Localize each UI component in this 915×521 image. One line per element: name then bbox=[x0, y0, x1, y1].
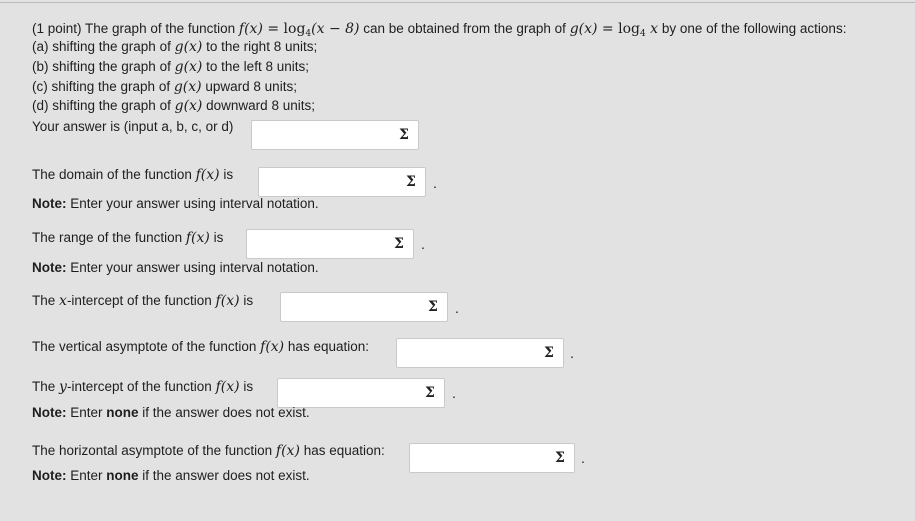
g-function-name: g(x) bbox=[569, 21, 598, 37]
sigma-icon[interactable]: Σ bbox=[544, 345, 554, 361]
g-log-base: 4 bbox=[639, 29, 646, 39]
option-a-suffix: to the right 8 units; bbox=[206, 39, 318, 54]
option-c-prefix: (c) shifting the graph of bbox=[32, 79, 171, 94]
question-tail: by one of the following actions: bbox=[661, 21, 847, 36]
sigma-icon[interactable]: Σ bbox=[425, 385, 435, 401]
y-variable: y bbox=[59, 379, 67, 395]
domain-note-text: Enter your answer using interval notation. bbox=[66, 196, 319, 211]
vertical-asymptote-field[interactable] bbox=[396, 338, 564, 368]
x-intercept-prompt bbox=[32, 292, 253, 310]
answer-choice-input[interactable] bbox=[254, 123, 388, 147]
option-b-prefix: (b) shifting the graph of bbox=[32, 59, 171, 74]
range-field[interactable] bbox=[246, 229, 414, 259]
vertical-asymptote-text: The vertical asymptote of the function bbox=[32, 339, 257, 354]
y-intercept-period: . bbox=[452, 385, 456, 401]
range-prompt-is: is bbox=[213, 230, 224, 245]
option-a-prefix: (a) shifting the graph of bbox=[32, 39, 171, 54]
range-note-label: Note: bbox=[32, 260, 67, 275]
domain-field[interactable] bbox=[258, 167, 426, 197]
option-a bbox=[32, 38, 317, 56]
vertical-asymptote-has-equation: has equation: bbox=[287, 339, 369, 354]
horizontal-asymptote-note-label: Note: bbox=[32, 468, 67, 483]
vertical-asymptote-input[interactable] bbox=[399, 341, 533, 365]
sigma-icon[interactable]: Σ bbox=[394, 236, 404, 252]
y-intercept-note-label: Note: bbox=[32, 405, 67, 420]
sigma-icon[interactable]: Σ bbox=[399, 127, 409, 143]
x-intercept-period: . bbox=[455, 300, 459, 316]
horizontal-asymptote-text: The horizontal asymptote of the function bbox=[32, 443, 273, 458]
range-period: . bbox=[421, 236, 425, 252]
option-d-prefix: (d) shifting the graph of bbox=[32, 98, 171, 113]
sigma-icon[interactable]: Σ bbox=[428, 299, 438, 315]
top-rule bbox=[0, 2, 915, 3]
option-c-function: g(x) bbox=[173, 79, 202, 95]
horizontal-asymptote-field[interactable] bbox=[409, 443, 575, 473]
f-log-base: 4 bbox=[305, 29, 312, 39]
x-intercept-the: The bbox=[32, 293, 56, 308]
x-intercept-text: -intercept of the function bbox=[66, 293, 212, 308]
vertical-asymptote-function: f(x) bbox=[260, 339, 285, 355]
y-intercept-text: -intercept of the function bbox=[66, 379, 212, 394]
f-function-name: f(x) bbox=[238, 21, 263, 37]
domain-prompt-is: is bbox=[223, 167, 234, 182]
horizontal-asymptote-note-enter: Enter bbox=[66, 468, 107, 483]
question-mid: can be obtained from the graph of bbox=[363, 21, 566, 36]
range-function: f(x) bbox=[185, 230, 210, 246]
f-equation-log: = log bbox=[262, 21, 306, 37]
horizontal-asymptote-note-text: if the answer does not exist. bbox=[138, 468, 310, 483]
y-intercept-the: The bbox=[32, 379, 56, 394]
g-log-argument: x bbox=[645, 21, 659, 37]
range-note-text: Enter your answer using interval notation. bbox=[66, 260, 319, 275]
sigma-icon[interactable]: Σ bbox=[406, 174, 416, 190]
f-log-argument: (x − 8) bbox=[311, 21, 360, 37]
domain-prompt-text: The domain of the function bbox=[32, 167, 192, 182]
option-d-function: g(x) bbox=[174, 98, 203, 114]
domain-prompt bbox=[32, 166, 233, 184]
vertical-asymptote-period: . bbox=[570, 345, 574, 361]
horizontal-asymptote-note bbox=[32, 467, 310, 485]
horizontal-asymptote-period: . bbox=[581, 450, 585, 466]
y-intercept-note-none: none bbox=[106, 405, 139, 420]
option-c-suffix: upward 8 units; bbox=[205, 79, 297, 94]
range-note bbox=[32, 259, 319, 277]
range-prompt-text: The range of the function bbox=[32, 230, 183, 245]
y-intercept-function: f(x) bbox=[215, 379, 240, 395]
y-intercept-prompt bbox=[32, 378, 253, 396]
question-lead: (1 point) The graph of the function bbox=[32, 21, 236, 36]
range-prompt bbox=[32, 229, 223, 247]
domain-note-label: Note: bbox=[32, 196, 67, 211]
option-b-function: g(x) bbox=[174, 59, 203, 75]
y-intercept-is: is bbox=[243, 379, 254, 394]
vertical-asymptote-prompt bbox=[32, 338, 369, 356]
option-a-function: g(x) bbox=[174, 39, 203, 55]
sigma-icon[interactable]: Σ bbox=[555, 450, 565, 466]
horizontal-asymptote-function: f(x) bbox=[275, 443, 300, 459]
x-variable: x bbox=[59, 293, 67, 309]
horizontal-asymptote-prompt bbox=[32, 442, 385, 460]
y-intercept-note-enter: Enter bbox=[66, 405, 107, 420]
range-input[interactable] bbox=[249, 232, 383, 256]
answer-choice-label: Your answer is (input a, b, c, or d) bbox=[32, 119, 234, 134]
option-c bbox=[32, 78, 297, 96]
y-intercept-input[interactable] bbox=[280, 381, 414, 405]
horizontal-asymptote-note-none: none bbox=[106, 468, 139, 483]
domain-period: . bbox=[433, 175, 437, 191]
option-b-suffix: to the left 8 units; bbox=[206, 59, 309, 74]
g-equation-log: = log bbox=[597, 21, 640, 37]
domain-input[interactable] bbox=[261, 170, 395, 194]
x-intercept-function: f(x) bbox=[215, 293, 240, 309]
y-intercept-note-text: if the answer does not exist. bbox=[138, 405, 310, 420]
option-b bbox=[32, 58, 309, 76]
option-d-suffix: downward 8 units; bbox=[206, 98, 315, 113]
domain-function: f(x) bbox=[195, 167, 220, 183]
x-intercept-input[interactable] bbox=[283, 295, 417, 319]
option-d bbox=[32, 97, 315, 115]
horizontal-asymptote-has-equation: has equation: bbox=[303, 443, 385, 458]
x-intercept-field[interactable] bbox=[280, 292, 448, 322]
y-intercept-note bbox=[32, 404, 310, 422]
horizontal-asymptote-input[interactable] bbox=[412, 446, 544, 470]
x-intercept-is: is bbox=[243, 293, 254, 308]
domain-note bbox=[32, 195, 319, 213]
answer-choice-field[interactable] bbox=[251, 120, 419, 150]
